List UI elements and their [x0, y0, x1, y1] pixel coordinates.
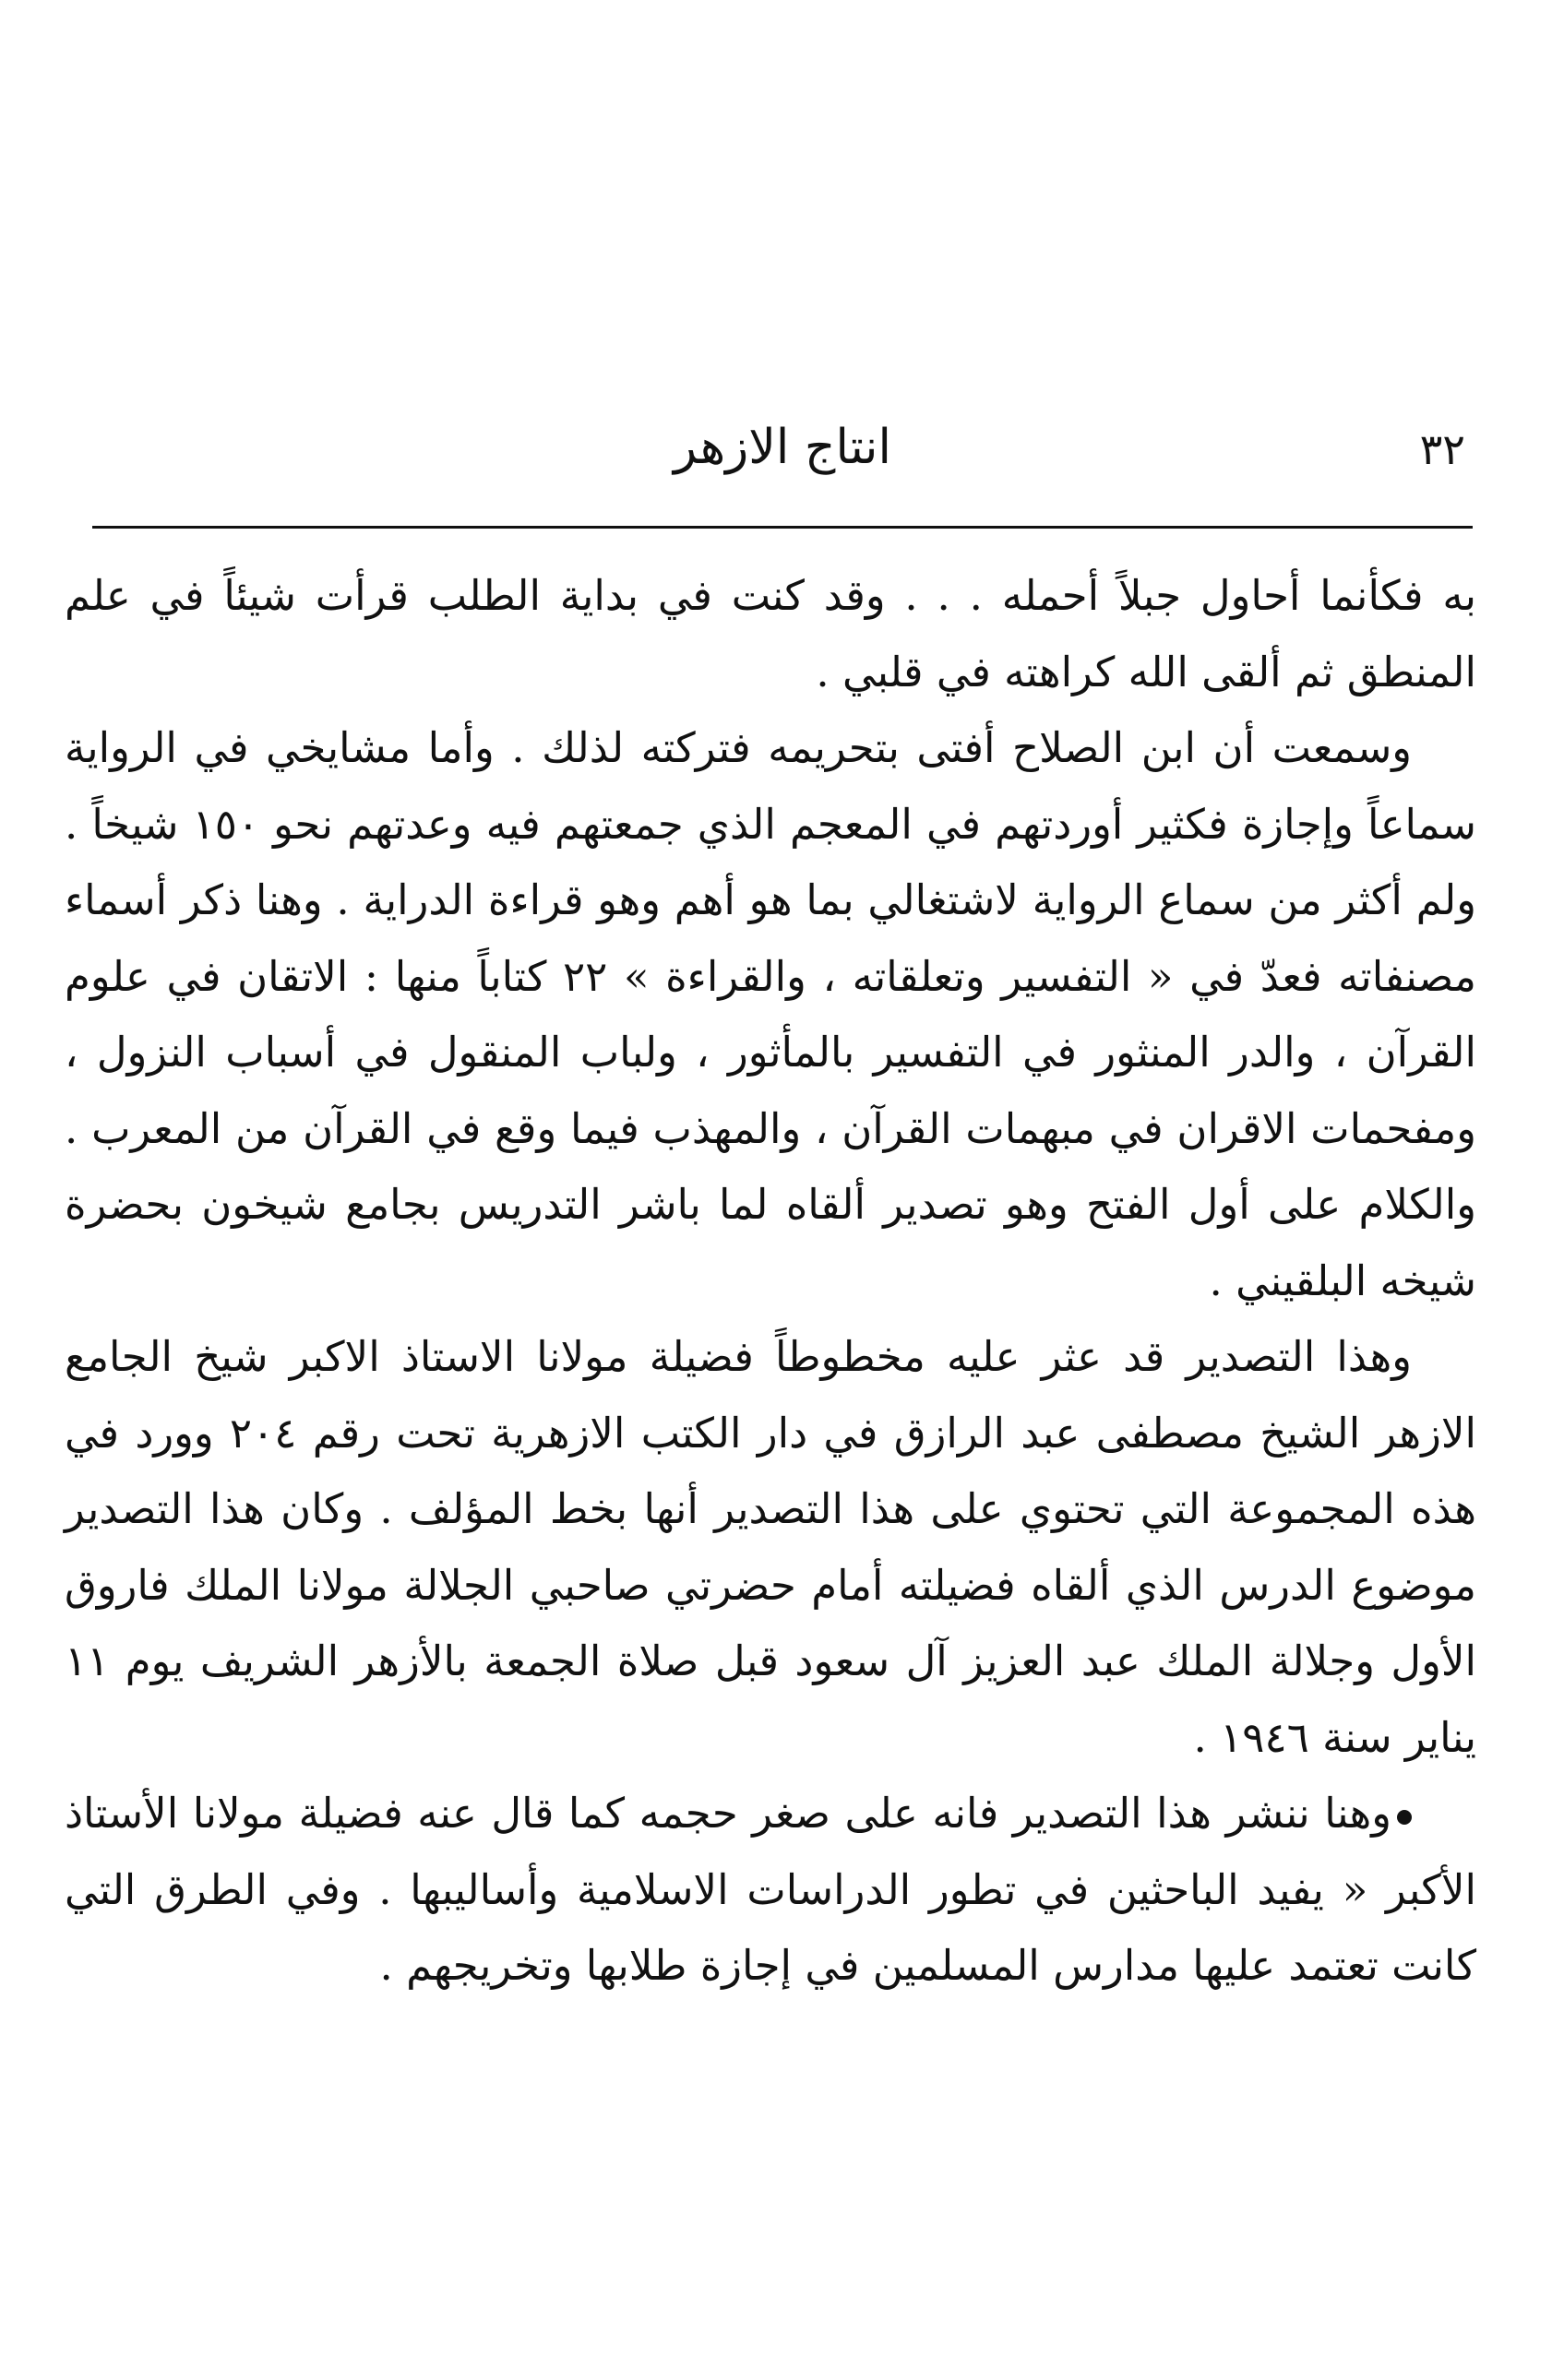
page-number: ٣٢ — [1419, 424, 1465, 474]
running-title: انتاج الازهر — [674, 420, 891, 475]
body-text — [65, 558, 1476, 2005]
paragraph-4-text: وهنا ننشر هذا التصدير فانه على صغر حجمه كما قال عنه فضيلة مولانا الأستاذ الأكبر « يفيد الباحثين في تطور الدراسات الاسلامية وأساليبها . وفي الطرق التي كانت تعتمد عليها مدارس المسلمين في إجازة طلابها وتخريجهم . — [65, 1789, 1476, 1990]
paragraph-4 — [65, 1776, 1476, 2005]
paragraph-2: وسمعت أن ابن الصلاح أفتى بتحريمه فتركته لذلك . وأما مشايخي في الرواية سماعاً وإجازة فكثير أوردتهم في المعجم الذي جمعتهم فيه وعدتهم نحو ١٥٠ شيخاً . ولم أكثر من سماع الرواية لاشتغالي بما هو أهم وهو قراءة الدراية . وهنا ذكر أسماء مصنفاته فعدّ في « التفسير وتعلقاته ، والقراءة » ٢٢ كتاباً منها : الاتقان في علوم القرآن ، والدر المنثور في التفسير بالمأثور ، ولباب المنقول في أسباب النزول ، ومفحمات الاقران في مبهمات القرآن ، والمهذب فيما وقع في القرآن من المعرب . والكلام على أول الفتح وهو تصدير ألقاه لما باشر التدريس بجامع شيخون بحضرة شيخه البلقيني . — [65, 723, 1476, 1305]
paragraph-3: وهذا التصدير قد عثر عليه مخطوطاً فضيلة مولانا الاستاذ الاكبر شيخ الجامع الازهر الشيخ مصطفى عبد الرازق في دار الكتب الازهرية تحت رقم ٢٠٤ وورد في هذه المجموعة التي تحتوي على هذا التصدير أنها بخط المؤلف . وكان هذا التصدير موضوع الدرس الذي ألقاه فضيلته أمام حضرتي صاحبي الجلالة مولانا الملك فاروق الأول وجلالة الملك عبد العزيز آل سعود قبل صلاة الجمعة بالأزهر الشريف يوم ١١ يناير سنة ١٩٤٦ . — [65, 1332, 1477, 1762]
bullet-icon — [1397, 1810, 1412, 1825]
header-rule — [92, 526, 1473, 529]
page-header — [92, 411, 1473, 494]
paragraph-1: به فكأنما أحاول جبلاً أحمله . . . وقد كنت في بداية الطلب قرأت شيئاً في علم المنطق ثم ألقى الله كراهته في قلبي . — [65, 571, 1476, 696]
